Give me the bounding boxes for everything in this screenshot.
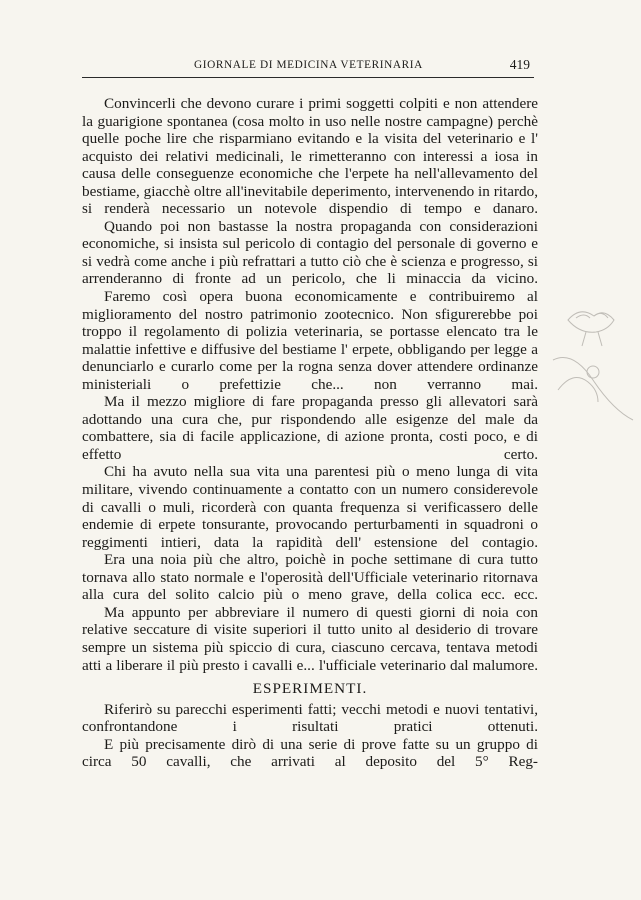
library-stamp-icon (548, 290, 638, 430)
paragraph-8: Riferirò su parecchi esperimenti fatti; vecchi metodi e nuovi tentativi, confrontandone i risultati pratici ottenuti. (82, 700, 538, 736)
paragraph-5: Chi ha avuto nella sua vita una parentesi più o meno lunga di vita militare, vivendo continuamente a contatto con un numero considerevole di cavalli o muli, ricorderà con quanta frequenza si verificassero delle endemie di erpete tonsurante, provocando perturbamenti in squadroni o reggimenti intieri, data la rapidità dell' estensione del contagio. (82, 463, 538, 551)
body-text (82, 95, 538, 771)
paragraph-1: Convincerli che devono curare i primi soggetti colpiti e non attendere la guarigione spontanea (cosa molto in uso nelle nostre campagne) perchè quelle poche lire che risparmiano evitando e la visita del veterinario e l' acquisto dei relativi medicinali, le rimetteranno con interessi a iosa in causa delle conseguenze economiche che l'erpete ha nell'allevamento del bestiame, giacchè oltre all'inevitabile deperimento, intervenendo in ritardo, si renderà necessario un notevole dispendio di tempo e danaro. (82, 95, 538, 218)
paragraph-7: Ma appunto per abbreviare il numero di questi giorni di noia con relative seccature di visite superiori il tutto unito al desiderio di trovare sempre un sistema più spiccio di cura, ciascuno cercava, tentava metodi atti a liberare il più presto i cavalli e... l'ufficiale veterinario dal malumore. (82, 603, 538, 674)
page-number: 419 (509, 57, 530, 72)
paragraph-2: Quando poi non bastasse la nostra propaganda con considerazioni economiche, si insista sul pericolo di contagio del personale di governo e si vedrà come anche i più refrattari a tutto ciò che è scienza e progresso, si arrenderanno di fronte ad un pericolo, che li minaccia da vicino. (82, 217, 538, 288)
paragraph-9: E più precisamente dirò di una serie di prove fatte su un gruppo di circa 50 cavalli, che arrivati al deposito del 5° Reg- (82, 735, 538, 771)
paragraph-3: Faremo così opera buona economicamente e contribuiremo al miglioramento del nostro patrimonio zootecnico. Non sfigurerebbe poi troppo il regolamento di polizia veterinaria, se portasse elencato tra le malattie infettive e diffusive del bestiame l' erpete, obbligando per legge a denunciarlo e curarlo come per la rogna senza dover attendere ordinanze ministeriali o prefettizie che... non verranno mai. (82, 288, 538, 393)
running-title: GIORNALE DI MEDICINA VETERINARIA (194, 59, 423, 71)
paragraph-4: Ma il mezzo migliore di fare propaganda presso gli allevatori sarà adottando una cura che, pur rispondendo alle esigenze del male da combattere, sia di facile applicazione, di azione pronta, costi poco, e di effetto certo. (82, 393, 538, 463)
section-heading: ESPERIMENTI. (252, 680, 368, 698)
paragraph-6: Era una noia più che altro, poichè in poche settimane di cura tutto tornava allo stato normale e l'operosità dell'Ufficiale veterinario ritornava alla cura del solito calcio più o meno grave, della colica ecc. ecc. (82, 551, 538, 604)
running-head (82, 57, 534, 78)
